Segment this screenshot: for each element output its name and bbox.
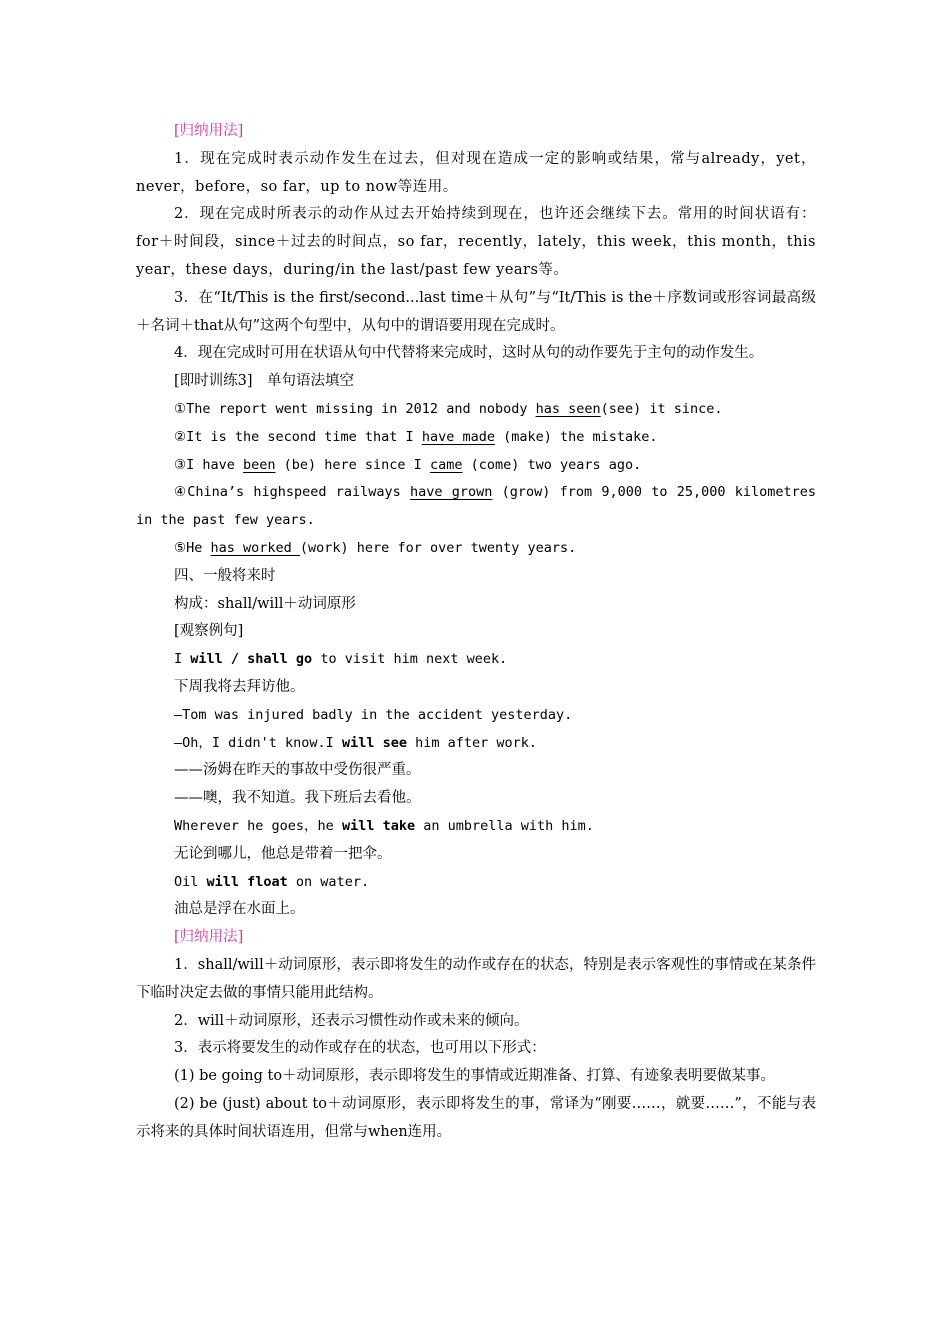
q1-answer: has seen xyxy=(535,400,601,417)
example-4-translation: 无论到哪儿，他总是带着一把伞。 xyxy=(174,845,392,862)
e4-keyword: will take xyxy=(341,817,416,834)
e1-text-a: I xyxy=(174,651,191,668)
example-2-translation: ——汤姆在昨天的事故中受伤很严重。 xyxy=(174,762,421,779)
q3-text-b: (be) here since I xyxy=(275,456,430,473)
usage-item-1: 1．现在完成时表示动作发生在过去，但对现在造成一定的影响或结果，常与already，yet，never，before，so far，up to now等连用。 xyxy=(136,150,816,195)
q5-text-b: (work) here for over twenty years. xyxy=(299,539,577,556)
example-5 xyxy=(136,869,816,897)
q4-answer: have grown xyxy=(409,484,493,501)
q3-text-c: (come) two years ago. xyxy=(462,456,642,473)
usage-item-2: 2．现在完成时所表示的动作从过去开始持续到现在，也许还会继续下去。常用的时间状语有：for＋时间段，since＋过去的时间点，so far，recently，lately，this week，this month，this year，these days，during/in the last/past few years等。 xyxy=(136,206,816,278)
e3-text-a: —Oh，I didn't know.I xyxy=(174,734,342,751)
e5-text-b: on water. xyxy=(287,873,370,890)
q2-text-b: (make) the mistake. xyxy=(494,428,658,445)
example-3 xyxy=(136,730,816,758)
example-3-translation: ——噢，我不知道。我下班后去看他。 xyxy=(174,790,421,807)
drill-question-5 xyxy=(136,535,816,563)
drill-question-2 xyxy=(136,424,816,452)
q2-answer: have made xyxy=(421,428,495,445)
q3-text-a: ③I have xyxy=(174,456,243,473)
q1-text-a: ①The report went missing in 2012 and nobody xyxy=(174,400,536,417)
usage2-item-2: 2．will＋动词原形，还表示习惯性动作或未来的倾向。 xyxy=(174,1012,529,1029)
example-2: —Tom was injured badly in the accident yesterday. xyxy=(174,706,573,723)
document-page xyxy=(136,118,816,1146)
section-title: 四、一般将来时 xyxy=(174,567,276,584)
usage2-item-4: (1) be going to＋动词原形，表示即将发生的事情或近期准备、打算、有迹象表明要做某事。 xyxy=(174,1068,776,1085)
q1-text-b: (see) it since. xyxy=(600,400,723,417)
drill-question-3 xyxy=(136,452,816,480)
q3-answer-1: been xyxy=(243,456,276,473)
example-1-translation: 下周我将去拜访他。 xyxy=(174,678,305,695)
usage-heading-1: [归纳用法] xyxy=(174,123,244,139)
usage-item-3: 3．在“It/This is the first/second...last time＋从句”与“It/This is the＋序数词或形容词最高级＋名词＋that从句”这两个句型中，从句中的谓语要用现在完成时。 xyxy=(136,289,816,334)
e3-keyword: will see xyxy=(341,734,407,751)
e3-text-b: him after work. xyxy=(406,734,538,751)
drill-question-1 xyxy=(136,396,816,424)
q3-answer-2: came xyxy=(429,456,463,473)
e5-text-a: Oil xyxy=(174,873,207,890)
q5-answer: has worked xyxy=(210,539,300,556)
structure-line: 构成：shall/will＋动词原形 xyxy=(174,595,356,612)
example-4 xyxy=(136,813,816,841)
observe-heading: [观察例句] xyxy=(174,623,244,640)
e4-text-b: an umbrella with him. xyxy=(415,817,594,834)
e1-text-b: to visit him next week. xyxy=(312,651,508,668)
usage2-item-5: (2) be (just) about to＋动词原形，表示即将发生的事，常译为“刚要……，就要……”，不能与表示将来的具体时间状语连用，但常与when连用。 xyxy=(136,1095,816,1140)
usage2-item-1: 1．shall/will＋动词原形，表示即将发生的动作或存在的状态，特别是表示客观性的事情或在某条件下临时决定去做的事情只能用此结构。 xyxy=(136,956,816,1001)
q4-text-b: (grow) from 9,000 to 25,000 kilometres in the past few years. xyxy=(136,484,816,529)
q5-text-a: ⑤He xyxy=(174,539,211,556)
example-5-translation: 油总是浮在水面上。 xyxy=(174,901,305,918)
usage-item-4: 4．现在完成时可用在状语从句中代替将来完成时，这时从句的动作要先于主句的动作发生。 xyxy=(174,345,764,362)
e1-keyword: will / shall go xyxy=(190,651,313,668)
e5-keyword: will float xyxy=(206,873,288,890)
q4-text-a: ④China’s highspeed railways xyxy=(174,484,410,501)
example-1 xyxy=(136,646,816,674)
usage-heading-2: [归纳用法] xyxy=(174,929,244,946)
usage2-item-3: 3．表示将要发生的动作或存在的状态，也可用以下形式： xyxy=(174,1040,546,1057)
drill-question-4 xyxy=(136,479,816,535)
drill-heading: [即时训练3] 单句语法填空 xyxy=(174,373,355,390)
e4-text-a: Wherever he goes，he xyxy=(174,817,342,834)
q2-text-a: ②It is the second time that I xyxy=(174,428,422,445)
